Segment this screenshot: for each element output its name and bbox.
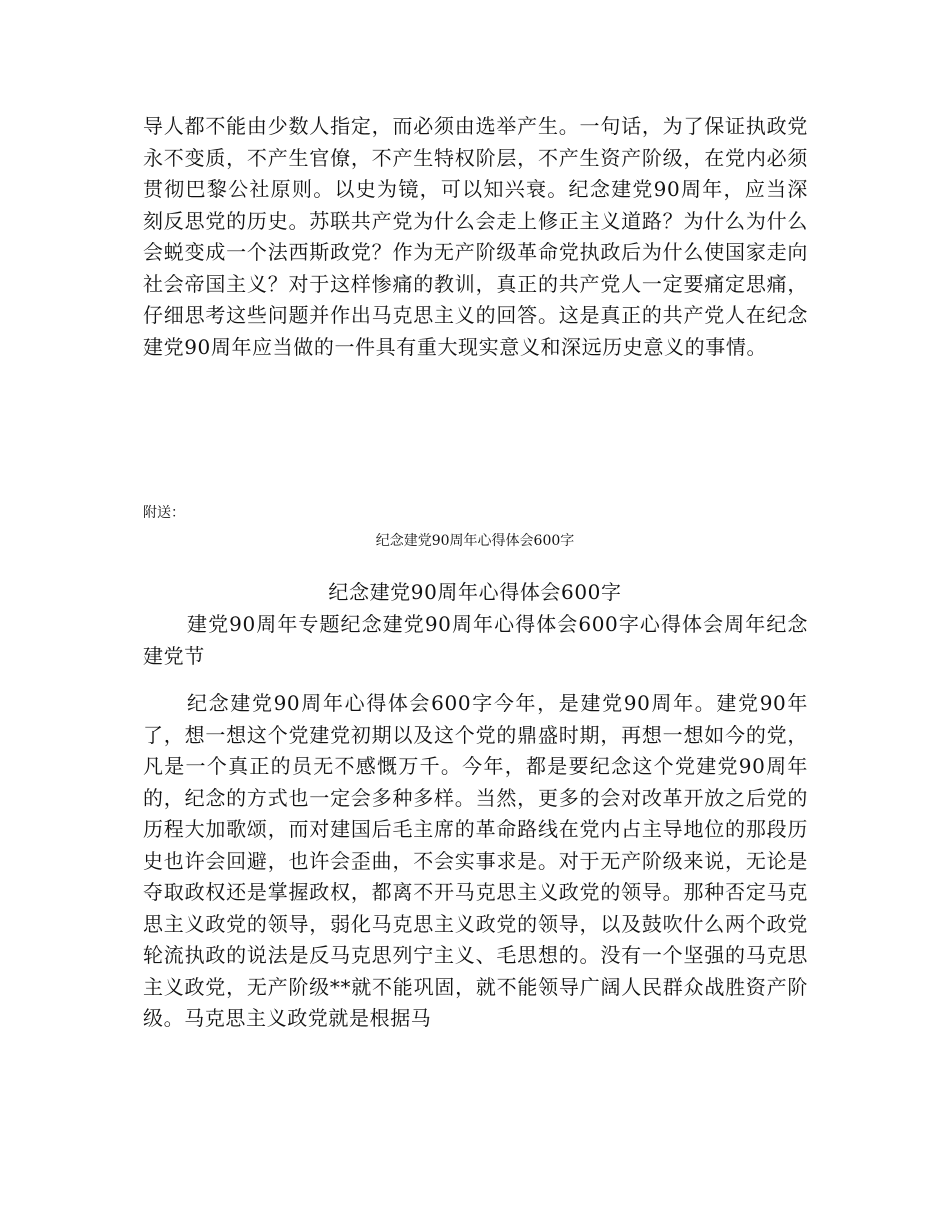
body-paragraph-2: 建党90周年专题纪念建党90周年心得体会600字心得体会周年纪念建党节 bbox=[143, 612, 808, 668]
body-paragraph-3: 纪念建党90周年心得体会600字今年，是建党90周年。建党90年了，想一想这个党建党初期以及这个党的鼎盛时期，再想一想如今的党，凡是一个真正的员无不感慨万千。今年，都是要纪念这个党建党90周年的，纪念的方式也一定会多种多样。当然，更多的会对改革开放之后党的历程大加歌颂，而对建国后毛主席的革命路线在党内占主导地位的那段历史也许会回避，也许会歪曲，不会实事求是。对于无产阶级来说，无论是夺取政权还是掌握政权，都离不开马克思主义政党的领导。那种否定马克思主义政党的领导，弱化马克思主义政党的领导，以及鼓吹什么两个政党轮流执政的说法是反马克思列宁主义、毛思想的。没有一个坚强的马克思主义政党，无产阶级**就不能巩固，就不能领导广阔人民群众战胜资产阶级。马克思主义政党就是根据马 bbox=[143, 691, 808, 1030]
appendix-small-title: 纪念建党90周年心得体会600字 bbox=[375, 533, 575, 549]
body-paragraph-1: 导人都不能由少数人指定，而必须由选举产生。一句话，为了保证执政党永不变质，不产生官僚，不产生特权阶层，不产生资产阶级，在党内必须贯彻巴黎公社原则。以史为镜，可以知兴衰。纪念建党90周年，应当深刻反思党的历史。苏联共产党为什么会走上修正主义道路？为什么为什么会蜕变成一个法西斯政党？作为无产阶级革命党执政后为什么使国家走向社会帝国主义？对于这样惨痛的教训，真正的共产党人一定要痛定思痛，仔细思考这些问题并作出马克思主义的回答。这是真正的共产党人在纪念建党90周年应当做的一件具有重大现实意义和深远历史意义的事情。 bbox=[143, 114, 808, 359]
appendix-label: 附送： bbox=[143, 505, 185, 521]
article-title: 纪念建党90周年心得体会600字 bbox=[328, 580, 622, 604]
